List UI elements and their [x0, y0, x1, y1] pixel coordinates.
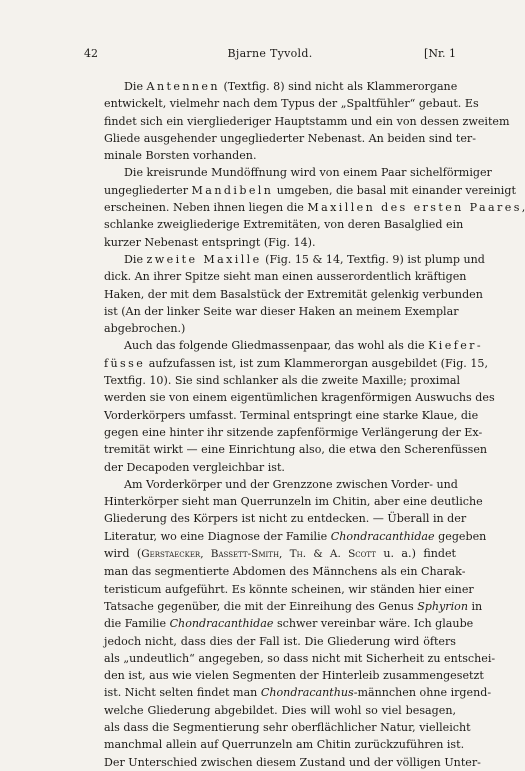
spaced-term: füsse [104, 356, 146, 370]
spaced-term: Mandibeln [191, 183, 274, 197]
spaced-term: Kiefer- [428, 339, 484, 353]
text-run: der Decapoden vergleichbar ist. [104, 460, 285, 474]
running-title: Bjarne Tyvold. [227, 47, 313, 60]
text-line [84, 719, 471, 736]
text-line [84, 216, 464, 233]
text-line [84, 424, 483, 441]
text-run: entwickelt, vielmehr nach dem Typus der „Spaltfühler“ gebaut. Es [104, 97, 479, 111]
text-run: ungegliederter [104, 183, 192, 197]
text-line [84, 182, 516, 199]
text-line [84, 372, 460, 389]
text-line [84, 355, 489, 372]
text-run: wird ( [104, 547, 142, 561]
text-run: schlanke zweigliederige Extremitäten, von deren Basalglied ein [104, 218, 464, 232]
text-run: -männchen ohne irgend- [353, 686, 492, 700]
text-run: findet sich ein viergliederiger Hauptstamm und ein von dessen zweitem [104, 114, 510, 128]
text-line [84, 130, 476, 147]
text-run: tremität wirkt — eine Einrichtung also, die etwa den Scherenfüssen [104, 443, 488, 457]
italic-taxon: Chondracanthus [260, 686, 354, 700]
text-line [84, 303, 459, 320]
author-names: Gerstaecker, Bassett-Smith, Th. & A. Scott [141, 548, 376, 561]
text-line [84, 736, 465, 753]
text-run: ist (An der linker Seite war dieser Haken an meinem Exemplar [104, 304, 459, 318]
text-line [84, 684, 492, 701]
text-line [84, 754, 481, 771]
text-run: Die kreisrunde Mundöffnung wird von einem Paar sichelförmiger [124, 166, 492, 180]
text-run: gegen eine hinter ihr sitzende zapfenförmige Verlängerung der Ex- [104, 425, 483, 439]
text-line [84, 251, 485, 268]
text-line [84, 268, 467, 285]
text-run: , [521, 201, 525, 215]
section-marker: [Nr. 1 [424, 47, 456, 60]
spaced-term: zweite Maxille [146, 252, 262, 266]
text-run: (Fig. 15 & 14, Textfig. 9) ist plump und [261, 252, 485, 266]
text-run: als dass die Segmentierung sehr oberflächlicher Natur, vielleicht [104, 720, 471, 734]
text-run: Tatsache gegenüber, die mit der Einreihung des Genus [104, 599, 418, 613]
text-run: Vorderkörpers umfasst. Terminal entspringt eine starke Klaue, die [104, 408, 479, 422]
text-line [84, 95, 479, 112]
text-run: Hinterkörper sieht man Querrunzeln im Chitin, aber eine deutliche [104, 495, 483, 509]
text-line [84, 199, 525, 216]
text-run: welche Gliederung abgebildet. Dies will wohl so viel besagen, [104, 703, 456, 717]
italic-taxon: Chondracanthidae [169, 617, 274, 631]
spaced-term: Antennen [146, 80, 220, 93]
text-run: kurzer Nebenast entspringt (Fig. 14). [104, 235, 316, 249]
text-line [84, 320, 456, 337]
text-line [84, 286, 483, 303]
text-run: gegeben [434, 529, 487, 543]
paragraph [84, 337, 495, 475]
italic-taxon: Chondracanthidae [330, 529, 435, 543]
text-run: den ist, aus wie vielen Segmenten der Hinterleib zusammengesetzt [104, 669, 484, 683]
text-line [84, 337, 484, 354]
text-line [84, 528, 487, 545]
text-run: man das segmentierte Abdomen des Männchens als ein Charak- [104, 565, 466, 579]
text-line [84, 702, 456, 719]
running-header [84, 46, 456, 62]
text-run: u. a.) findet [375, 547, 457, 561]
text-line [84, 510, 467, 527]
text-run: Gliede ausgehender ungegliederter Nebenast. An beiden sind ter- [104, 131, 476, 145]
text-line [84, 147, 456, 164]
text-run: teristicum aufgeführt. Es könnte scheinen, wir ständen hier einer [104, 582, 474, 596]
text-line [84, 545, 456, 563]
text-line [84, 563, 466, 580]
text-run: die Familie [104, 617, 170, 631]
text-run: Literatur, wo eine Diagnose der Familie [104, 529, 331, 543]
text-line [84, 407, 479, 424]
page-number: 42 [84, 47, 98, 60]
paragraph [84, 251, 485, 337]
text-run: Haken, der mit dem Basalstück der Extremität gelenkig verbunden [104, 287, 483, 301]
text-run: Gliederung des Körpers ist nicht zu entdecken. — Überall in der [104, 512, 467, 526]
text-run: werden sie von einem eigentümlichen kragenförmigen Auswuchs des [104, 391, 495, 405]
text-line [84, 493, 483, 510]
text-run: Der Unterschied zwischen diesem Zustand und der völligen Unter- [104, 755, 481, 769]
text-line [84, 650, 496, 667]
text-line [84, 581, 474, 598]
text-run: manchmal allein auf Querrunzeln am Chitin zurückzuführen ist. [104, 738, 465, 752]
text-run: in [467, 599, 483, 613]
text-run: dick. An ihrer Spitze sieht man einen ausserordentlich kräftigen [104, 270, 467, 284]
text-run: (Textfig. 8) sind nicht als Klammerorgane [219, 80, 458, 93]
text-line [84, 598, 483, 615]
text-run: abgebrochen.) [104, 322, 186, 336]
text-line [84, 667, 484, 684]
text-run: minale Borsten vorhanden. [104, 149, 257, 163]
text-line [84, 633, 456, 650]
text-run: umgeben, die basal mit einander vereinigt [273, 183, 516, 197]
text-run: Am Vorderkörper und der Grenzzone zwischen Vorder- und [124, 477, 458, 491]
paragraph [84, 476, 496, 771]
text-run: als „undeutlich“ angegeben, so dass nicht mit Sicherheit zu entschei- [104, 651, 496, 665]
text-line [84, 476, 456, 493]
text-line [84, 113, 510, 130]
text-run: jedoch nicht, dass dies der Fall ist. Die Gliederung wird öfters [104, 634, 456, 648]
spaced-term: Maxillen des ersten Paares [307, 201, 522, 215]
text-run: Die [124, 80, 147, 93]
text-run: aufzufassen ist, ist zum Klammerorgan ausgebildet (Fig. 15, [145, 356, 489, 370]
text-run: schwer vereinbar wäre. Ich glaube [273, 617, 474, 631]
text-run: ist. Nicht selten findet man [104, 686, 261, 700]
text-run: Die [124, 252, 147, 266]
italic-taxon: Sphyrion [417, 599, 468, 613]
text-run: Auch das folgende Gliedmassenpaar, das wohl als die [124, 339, 429, 353]
paragraph [84, 164, 525, 250]
text-line [84, 234, 456, 251]
text-line [84, 164, 492, 181]
body-text [84, 78, 525, 771]
text-line [84, 389, 495, 406]
text-line [84, 615, 474, 632]
text-line [84, 78, 456, 95]
text-run: erscheinen. Neben ihnen liegen die [104, 201, 308, 215]
text-run: Textfig. 10). Sie sind schlanker als die zweite Maxille; proximal [104, 374, 460, 388]
text-line [84, 459, 456, 476]
paragraph [84, 78, 510, 164]
text-line [84, 441, 488, 458]
